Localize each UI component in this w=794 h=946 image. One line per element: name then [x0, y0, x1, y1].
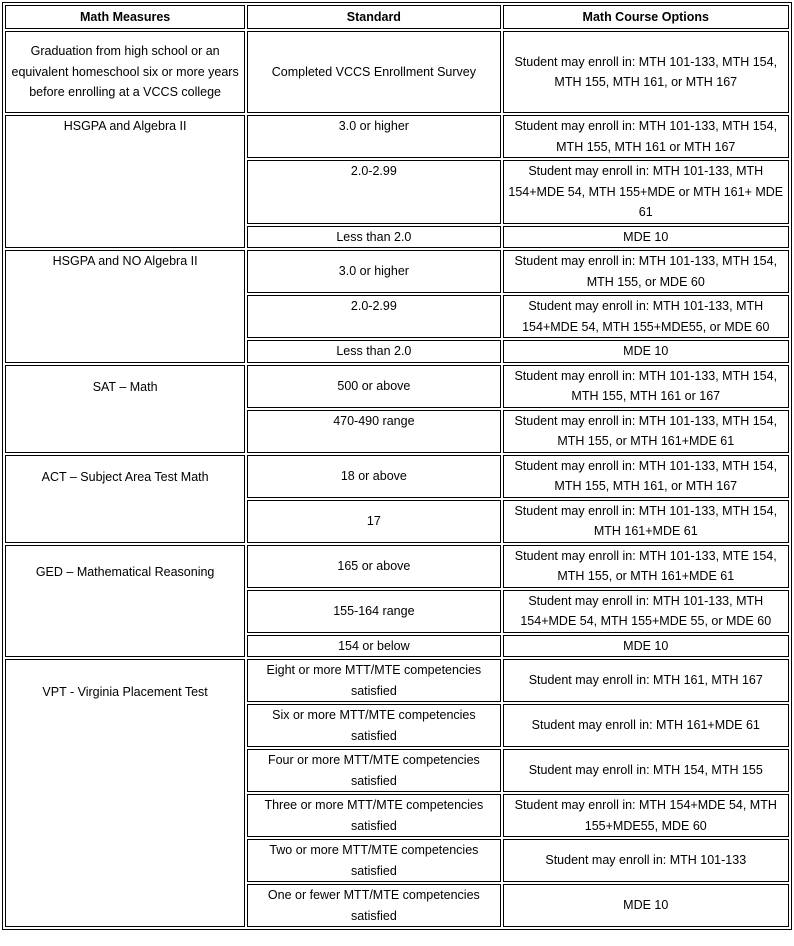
options-cell: Student may enroll in: MTH 101-133, MTH 154+MDE 54, MTH 155+MDE 55, or MDE 60	[503, 590, 789, 633]
standard-cell: 470-490 range	[247, 410, 500, 453]
standard-cell: 17	[247, 500, 500, 543]
options-cell: Student may enroll in: MTH 101-133, MTH 154, MTH 155, MTH 161 or MTH 167	[503, 115, 789, 158]
standard-cell: 165 or above	[247, 545, 500, 588]
options-cell: Student may enroll in: MTH 101-133, MTH 154, MTH 155, MTH 161, or MTH 167	[503, 455, 789, 498]
table-row	[5, 115, 789, 158]
standard-cell: Three or more MTT/MTE competencies satisfied	[247, 794, 500, 837]
standard-cell: 3.0 or higher	[247, 115, 500, 158]
header-row	[5, 5, 789, 29]
table-row	[5, 545, 789, 588]
options-cell: Student may enroll in: MTH 101-133, MTH 154, MTH 161+MDE 61	[503, 500, 789, 543]
measure-ged: GED – Mathematical Reasoning	[5, 545, 245, 658]
standard-cell: Less than 2.0	[247, 226, 500, 249]
table-row	[5, 659, 789, 702]
options-cell: Student may enroll in: MTH 101-133, MTH 154, MTH 155, or MDE 60	[503, 250, 789, 293]
table-row	[5, 31, 789, 113]
header-standard: Standard	[247, 5, 500, 29]
options-cell: Student may enroll in: MTH 101-133, MTE 154, MTH 155, or MTH 161+MDE 61	[503, 545, 789, 588]
options-cell: Student may enroll in: MTH 161+MDE 61	[503, 704, 789, 747]
standard-cell: 154 or below	[247, 635, 500, 658]
options-cell: Student may enroll in: MTH 101-133, MTH 154, MTH 155, MTH 161 or 167	[503, 365, 789, 408]
standard-cell: 3.0 or higher	[247, 250, 500, 293]
options-cell: MDE 10	[503, 635, 789, 658]
options-cell: Student may enroll in: MTH 101-133, MTH 154+MDE 54, MTH 155+MDE55, or MDE 60	[503, 295, 789, 338]
options-cell: Student may enroll in: MTH 154, MTH 155	[503, 749, 789, 792]
options-cell: Student may enroll in: MTH 101-133, MTH 154+MDE 54, MTH 155+MDE or MTH 161+ MDE 61	[503, 160, 789, 224]
math-placement-table	[2, 2, 792, 930]
standard-cell: Six or more MTT/MTE competencies satisfied	[247, 704, 500, 747]
measure-vpt: VPT - Virginia Placement Test	[5, 659, 245, 927]
standard-cell: Eight or more MTT/MTE competencies satisfied	[247, 659, 500, 702]
measure-sat: SAT – Math	[5, 365, 245, 453]
measure-hsgpa-no-algebra: HSGPA and NO Algebra II	[5, 250, 245, 363]
table-row	[5, 455, 789, 498]
options-cell: Student may enroll in: MTH 154+MDE 54, MTH 155+MDE55, MDE 60	[503, 794, 789, 837]
header-math-measures: Math Measures	[5, 5, 245, 29]
measure-act: ACT – Subject Area Test Math	[5, 455, 245, 543]
header-math-course-options: Math Course Options	[503, 5, 789, 29]
measure-graduation: Graduation from high school or an equivalent homeschool six or more years before enrolling at a VCCS college	[5, 31, 245, 113]
standard-cell: Two or more MTT/MTE competencies satisfied	[247, 839, 500, 882]
measure-hsgpa-algebra: HSGPA and Algebra II	[5, 115, 245, 248]
options-cell: Student may enroll in: MTH 101-133, MTH 154, MTH 155, or MTH 161+MDE 61	[503, 410, 789, 453]
table-row	[5, 250, 789, 293]
options-cell: Student may enroll in: MTH 161, MTH 167	[503, 659, 789, 702]
options-cell: Student may enroll in: MTH 101-133, MTH 154, MTH 155, MTH 161, or MTH 167	[503, 31, 789, 113]
standard-cell: Less than 2.0	[247, 340, 500, 363]
standard-cell: One or fewer MTT/MTE competencies satisfied	[247, 884, 500, 927]
standard-cell: 2.0-2.99	[247, 295, 500, 338]
standard-cell: 18 or above	[247, 455, 500, 498]
standard-cell: Completed VCCS Enrollment Survey	[247, 31, 500, 113]
options-cell: Student may enroll in: MTH 101-133	[503, 839, 789, 882]
options-cell: MDE 10	[503, 340, 789, 363]
table-row	[5, 365, 789, 408]
standard-cell: 2.0-2.99	[247, 160, 500, 224]
options-cell: MDE 10	[503, 884, 789, 927]
standard-cell: 155-164 range	[247, 590, 500, 633]
options-cell: MDE 10	[503, 226, 789, 249]
standard-cell: Four or more MTT/MTE competencies satisfied	[247, 749, 500, 792]
standard-cell: 500 or above	[247, 365, 500, 408]
